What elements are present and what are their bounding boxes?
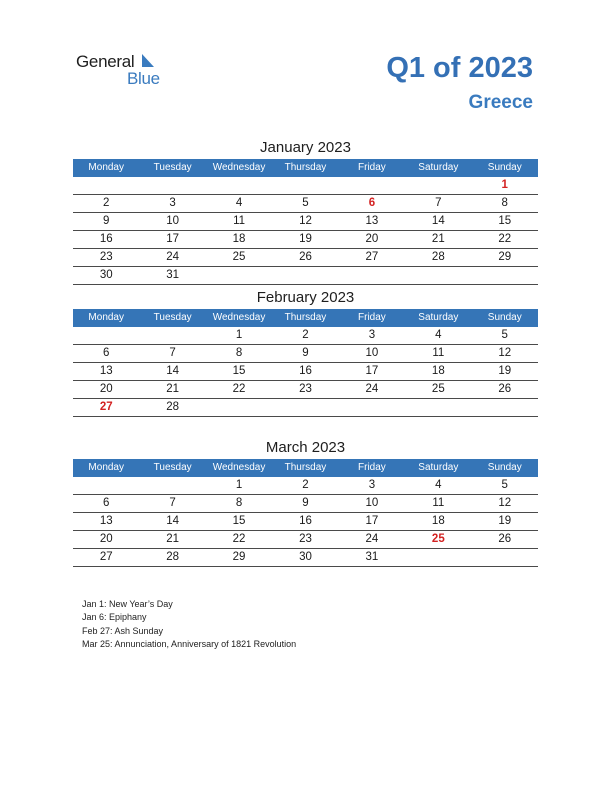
day-cell: 14	[166, 365, 180, 377]
month-title: January 2023	[260, 139, 351, 156]
week-row	[73, 513, 538, 531]
day-cell	[339, 399, 405, 416]
day-cell	[73, 327, 139, 344]
weekday-header: Sunday	[487, 462, 522, 473]
day-cell: 19	[299, 233, 312, 245]
day-cell: 3	[368, 329, 376, 341]
day-cell: 6	[103, 497, 110, 509]
day-cell: 17	[166, 233, 180, 245]
day-cell	[206, 399, 272, 416]
day-cell: 15	[232, 365, 246, 377]
day-cell: 5	[501, 329, 508, 341]
day-cell: 19	[498, 365, 512, 377]
day-cell	[339, 177, 405, 194]
day-cell	[405, 267, 471, 284]
day-cell	[272, 267, 338, 284]
day-cell	[73, 177, 139, 194]
day-cell: 11	[233, 215, 246, 227]
weekday-header: Friday	[358, 162, 386, 173]
day-cell: 8	[235, 347, 243, 359]
holiday-note: Mar 25: Annunciation, Anniversary of 1821 Revolution	[82, 638, 297, 649]
day-cell	[139, 177, 205, 194]
day-cell: 23	[99, 251, 113, 263]
weekday-header: Thursday	[284, 162, 327, 173]
logo-general-text: General	[76, 52, 135, 71]
day-cell: 31	[365, 551, 379, 563]
day-cell: 24	[365, 533, 379, 545]
day-cell: 20	[99, 383, 113, 395]
week-row	[73, 477, 538, 495]
day-cell: 12	[498, 497, 512, 509]
month-title: February 2023	[256, 289, 355, 306]
day-cell	[339, 267, 405, 284]
week-row	[73, 195, 538, 213]
day-cell: 13	[99, 515, 113, 527]
day-cell: 16	[99, 233, 113, 245]
weekday-header: Tuesday	[153, 162, 192, 173]
weekday-header: Sunday	[487, 162, 522, 173]
day-cell: 3	[368, 479, 376, 491]
day-cell: 15	[232, 515, 246, 527]
day-cell: 19	[498, 515, 512, 527]
day-cell: 6	[103, 347, 110, 359]
day-cell: 10	[365, 347, 379, 359]
weekday-header: Tuesday	[153, 462, 192, 473]
weekday-header: Saturday	[418, 462, 459, 473]
day-cell: 21	[166, 383, 180, 395]
week-row	[73, 549, 538, 567]
week-row	[73, 363, 538, 381]
day-cell	[73, 477, 139, 494]
week-row	[73, 399, 538, 417]
day-cell: 12	[498, 347, 512, 359]
weekday-header: Monday	[88, 312, 124, 323]
day-cell: 18	[431, 365, 445, 377]
day-cell: 10	[166, 215, 180, 227]
day-cell: 7	[169, 347, 176, 359]
day-cell: 4	[435, 329, 442, 341]
week-row	[73, 249, 538, 267]
day-cell: 22	[232, 533, 246, 545]
weekday-header: Wednesday	[212, 462, 266, 473]
day-cell: 9	[302, 497, 309, 509]
weekday-header: Friday	[358, 312, 386, 323]
page-title: Q1 of 2023	[386, 52, 533, 84]
weekday-header: Tuesday	[153, 312, 192, 323]
holiday-note: Feb 27: Ash Sunday	[82, 625, 164, 636]
day-cell: 16	[299, 365, 312, 377]
day-cell: 6	[368, 197, 376, 209]
day-cell	[272, 177, 338, 194]
day-cell: 5	[501, 479, 508, 491]
day-cell: 25	[232, 251, 246, 263]
day-cell: 9	[302, 347, 309, 359]
week-row	[73, 345, 538, 363]
week-row	[73, 213, 538, 231]
day-cell: 4	[235, 197, 243, 209]
day-cell: 22	[232, 383, 246, 395]
day-cell: 29	[498, 251, 512, 263]
day-cell: 9	[103, 215, 110, 227]
day-cell: 14	[431, 215, 445, 227]
day-cell: 20	[99, 533, 113, 545]
day-cell: 21	[166, 533, 180, 545]
day-cell: 5	[302, 197, 309, 209]
weekday-header: Monday	[88, 162, 124, 173]
day-cell: 1	[501, 179, 508, 191]
day-cell: 17	[365, 365, 379, 377]
day-cell	[139, 327, 205, 344]
day-cell: 17	[365, 515, 379, 527]
holiday-note: Jan 1: New Year’s Day	[82, 599, 173, 609]
month-february	[73, 287, 538, 417]
weekday-header: Monday	[88, 462, 124, 473]
day-cell: 15	[498, 215, 512, 227]
day-cell: 11	[432, 497, 445, 509]
day-cell: 3	[169, 197, 176, 209]
day-cell: 2	[302, 329, 309, 341]
day-cell: 21	[431, 233, 445, 245]
week-row	[73, 531, 538, 549]
weekday-header: Thursday	[284, 462, 327, 473]
day-cell: 27	[365, 251, 379, 263]
day-cell	[472, 549, 538, 566]
day-cell: 2	[302, 479, 309, 491]
holiday-notes	[82, 598, 296, 651]
day-cell	[472, 267, 538, 284]
day-cell	[272, 399, 338, 416]
weekday-header: Friday	[358, 462, 386, 473]
weekday-header: Sunday	[487, 312, 522, 323]
day-cell: 18	[232, 233, 246, 245]
weekday-header: Wednesday	[212, 312, 266, 323]
day-cell: 8	[235, 497, 243, 509]
day-cell: 18	[431, 515, 445, 527]
day-cell: 26	[498, 383, 512, 395]
weekday-header: Saturday	[418, 162, 459, 173]
day-cell	[139, 477, 205, 494]
day-cell: 7	[435, 197, 442, 209]
day-cell: 13	[99, 365, 113, 377]
day-cell: 24	[166, 251, 180, 263]
day-cell: 28	[431, 251, 445, 263]
day-cell: 1	[235, 329, 243, 341]
country-label: Greece	[468, 92, 533, 113]
day-cell: 28	[166, 551, 180, 563]
day-cell: 30	[299, 551, 312, 563]
weekday-header: Wednesday	[212, 162, 266, 173]
day-cell	[405, 549, 471, 566]
logo	[76, 52, 176, 88]
day-cell: 8	[501, 197, 508, 209]
weekday-header-row	[73, 459, 538, 477]
day-cell: 13	[365, 215, 379, 227]
day-cell: 12	[299, 215, 312, 227]
day-cell: 2	[103, 197, 110, 209]
weekday-header-row	[73, 159, 538, 177]
day-cell: 24	[365, 383, 379, 395]
week-row	[73, 495, 538, 513]
day-cell: 23	[299, 383, 312, 395]
day-cell	[405, 399, 471, 416]
week-row	[73, 177, 538, 195]
day-cell: 26	[299, 251, 312, 263]
day-cell: 27	[99, 401, 113, 413]
day-cell: 16	[299, 515, 312, 527]
week-row	[73, 327, 538, 345]
weekday-header-row	[73, 309, 538, 327]
holiday-note: Jan 6: Epiphany	[82, 612, 147, 623]
month-title: March 2023	[265, 439, 346, 456]
weekday-header: Saturday	[418, 312, 459, 323]
day-cell: 14	[166, 515, 180, 527]
day-cell: 23	[299, 533, 312, 545]
logo-blue-text: Blue	[127, 69, 160, 88]
weekday-header: Thursday	[284, 312, 327, 323]
day-cell	[472, 399, 538, 416]
day-cell: 7	[169, 497, 176, 509]
day-cell: 22	[498, 233, 512, 245]
month-march	[73, 437, 538, 567]
day-cell: 26	[498, 533, 512, 545]
day-cell: 10	[365, 497, 379, 509]
day-cell: 25	[431, 533, 445, 545]
day-cell: 20	[365, 233, 379, 245]
day-cell: 1	[235, 479, 243, 491]
month-january	[73, 137, 538, 285]
week-row	[73, 267, 538, 285]
week-row	[73, 381, 538, 399]
logo-triangle-icon	[140, 53, 156, 69]
day-cell: 28	[166, 401, 180, 413]
day-cell: 29	[232, 551, 246, 563]
day-cell: 30	[99, 269, 113, 281]
week-row	[73, 231, 538, 249]
day-cell	[206, 177, 272, 194]
day-cell: 4	[435, 479, 442, 491]
day-cell	[206, 267, 272, 284]
day-cell: 11	[432, 347, 445, 359]
day-cell: 25	[431, 383, 445, 395]
day-cell	[405, 177, 471, 194]
day-cell: 31	[166, 269, 180, 281]
day-cell: 27	[99, 551, 113, 563]
